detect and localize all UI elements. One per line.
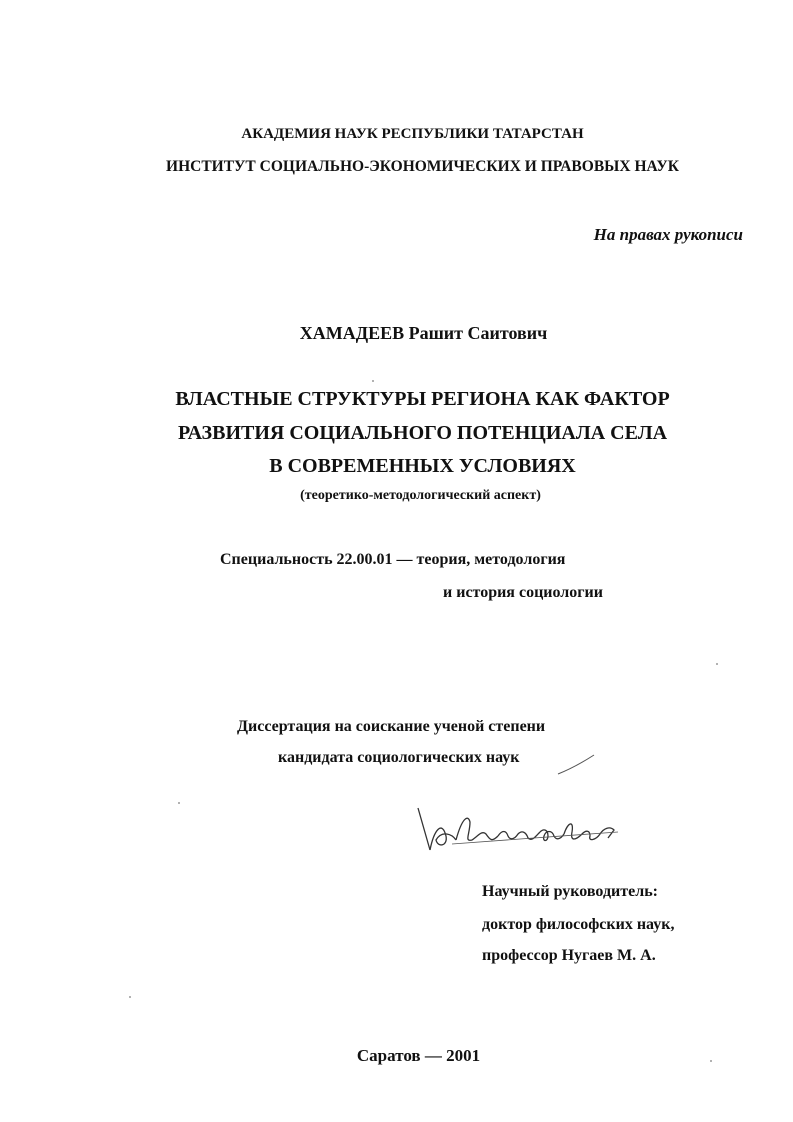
title-line-2: РАЗВИТИЯ СОЦИАЛЬНОГО ПОТЕНЦИАЛА СЕЛА bbox=[177, 422, 668, 444]
supervisor-degree: доктор философских наук, bbox=[482, 916, 675, 933]
rights-note: На правах рукописи bbox=[593, 225, 743, 244]
pen-stroke-mark bbox=[556, 752, 596, 778]
scan-speck bbox=[129, 996, 131, 998]
scan-speck bbox=[372, 380, 374, 382]
supervisor-name: профессор Нугаев М. А. bbox=[482, 947, 656, 964]
scan-speck bbox=[710, 1060, 712, 1062]
handwritten-signature bbox=[412, 800, 627, 860]
place-and-year: Саратов — 2001 bbox=[356, 1046, 481, 1065]
title-subtitle: (теоретико-методологический аспект) bbox=[300, 488, 541, 503]
institute-name: ИНСТИТУТ СОЦИАЛЬНО-ЭКОНОМИЧЕСКИХ И ПРАВОВЫХ НАУК bbox=[166, 158, 679, 175]
supervisor-label: Научный руководитель: bbox=[482, 883, 658, 900]
title-line-3: В СОВРЕМЕННЫХ УСЛОВИЯХ bbox=[269, 455, 576, 477]
scan-speck bbox=[178, 802, 180, 804]
specialty-line-1: Специальность 22.00.01 — теория, методология bbox=[220, 551, 566, 568]
title-line-1: ВЛАСТНЫЕ СТРУКТУРЫ РЕГИОНА КАК ФАКТОР bbox=[175, 388, 670, 410]
scan-speck bbox=[716, 663, 718, 665]
dissertation-line-2: кандидата социологических наук bbox=[278, 749, 520, 766]
dissertation-line-1: Диссертация на соискание ученой степени bbox=[237, 718, 546, 735]
specialty-line-2: и история социологии bbox=[443, 584, 603, 601]
academy-name: АКАДЕМИЯ НАУК РЕСПУБЛИКИ ТАТАРСТАН bbox=[241, 126, 584, 142]
author-name: ХАМАДЕЕВ Рашит Саитович bbox=[299, 323, 548, 343]
